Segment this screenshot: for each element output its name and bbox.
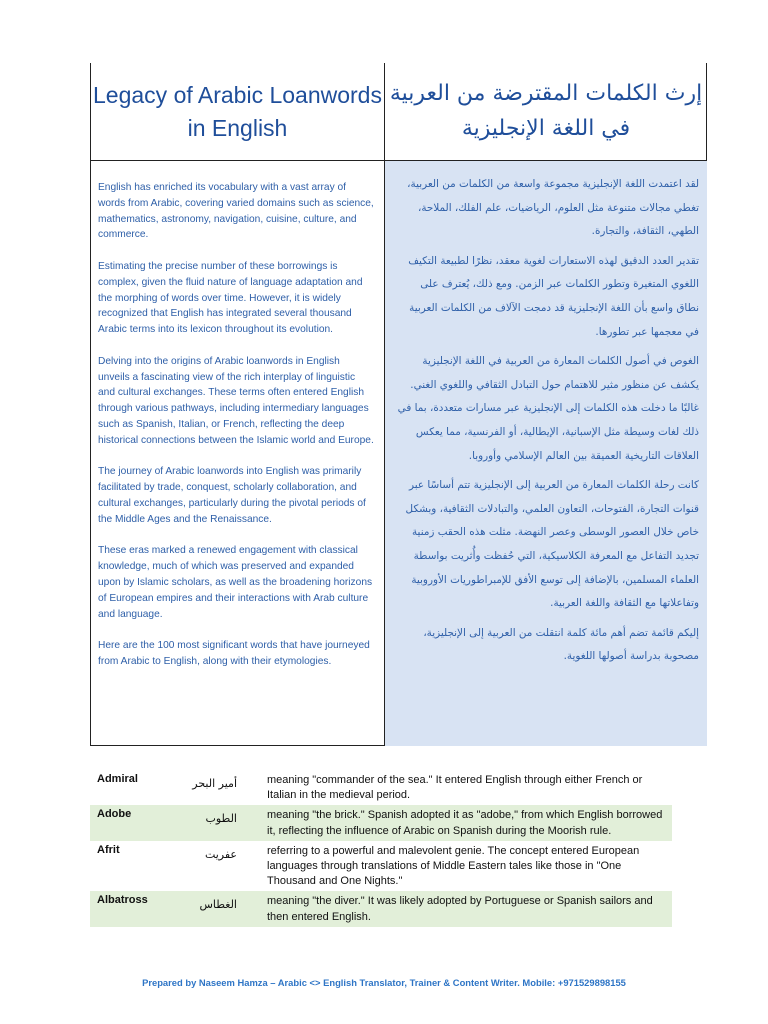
intro-ar-paragraph: الغوص في أصول الكلمات المعارة من العربية في اللغة الإنجليزية يكشف عن منظور مثير للاهتمام حول التبادل الثقافي واللغوي الغني. غالبًا ما دخلت هذه الكلمات إلى الإنجليزية عبر مسارات متعددة، بما في ذلك لغات وسيطة مثل الإسبانية، الإيطالية، أو الفرنسية، مما يعكس العلاقات التاريخية العميقة بين العالم الإسلامي وأوروبا.: [397, 355, 699, 462]
glossary-meaning: meaning "the brick." Spanish adopted it as "adobe," from which English borrowed it, reflecting the influence of Arabic on Spanish during the Moorish rule.: [267, 809, 663, 837]
intro-en-paragraph: The journey of Arabic loanwords into English was primarily facilitated by trade, conquest, scholarly collaboration, and cultural exchanges, particularly during the pivotal periods of the Middle Ages and the Renaissance.: [98, 466, 366, 525]
glossary-word: Albatross: [97, 894, 148, 907]
intro-en-paragraph: English has enriched its vocabulary with a vast array of words from Arabic, covering varied domains such as science, mathematics, astronomy, navigation, cuisine, culture, and commerce.: [98, 182, 374, 241]
intro-en-paragraph: These eras marked a renewed engagement with classical knowledge, much of which was preserved and expanded upon by Islamic scholars, as well as the broadening horizons of European empires and their interactions with Arab culture and language.: [98, 545, 373, 620]
intro-ar-paragraph: كانت رحلة الكلمات المعارة من العربية إلى الإنجليزية تتم أساسًا عبر قنوات التجارة، الفتوحات، التعاون العلمي، والتبادلات الثقافية، وبشكل خاص خلال العصور الوسطى وعصر النهضة. مثلت هذه الحقب زمنية تجديد التفاعل مع المعرفة الكلاسيكية، التي حُفظت وأُثريت بواسطة العلماء المسلمين، بالإضافة إلى توسع الأفق للإمبراطوريات الأوروبية وتفاعلاتها مع الثقافة واللغة العربية.: [405, 479, 699, 610]
intro-ar-paragraph: تقدير العدد الدقيق لهذه الاستعارات لغوية معقد، نظرًا لطبيعة التكيف اللغوي المتغيرة وتطور الكلمات عبر الزمن. ومع ذلك، يُعترف على نطاق واسع بأن اللغة الإنجليزية قد دمجت الآلاف من الكلمات العربية في معجمها عبر تطورها.: [408, 254, 699, 338]
title-arabic: إرث الكلمات المقترضة من العربية في اللغة الإنجليزية: [389, 81, 703, 141]
intro-ar-paragraph: إليكم قائمة تضم أهم مائة كلمة انتقلت من العربية إلى الإنجليزية، مصحوبة بدراسة أصولها اللغوية.: [423, 626, 699, 663]
glossary-arabic: عفريت: [204, 847, 237, 861]
glossary-arabic: الغطاس: [199, 898, 237, 912]
intro-en-paragraph: Here are the 100 most significant words that have journeyed from Arabic to English, along with their etymologies.: [98, 640, 370, 667]
glossary-meaning: referring to a powerful and malevolent genie. The concept entered European languages through translations of Middle Eastern tales like those in "One Thousand and One Nights.": [267, 844, 640, 888]
glossary-row: [90, 805, 672, 840]
intro-arabic: [385, 161, 707, 746]
glossary-arabic: الطوب: [205, 812, 237, 826]
footer-credit: Prepared by Naseem Hamza – Arabic <> English Translator, Trainer & Content Writer. Mobile: +971529898155: [142, 977, 626, 988]
glossary-table: [90, 770, 672, 927]
intro-ar-paragraph: لقد اعتمدت اللغة الإنجليزية مجموعة واسعة من الكلمات من العربية، تغطي مجالات متنوعة مثل العلوم، الرياضيات، علم الفلك، الملاحة، الطهي، الثقافة، والتجارة.: [407, 178, 699, 238]
glossary-word: Admiral: [97, 773, 138, 785]
glossary-row: [90, 841, 672, 892]
glossary-row: [90, 891, 672, 926]
glossary-word: Adobe: [97, 808, 132, 821]
glossary-meaning: meaning "the diver." It was likely adopted by Portuguese or Spanish sailors and then entered English.: [267, 895, 653, 923]
glossary-row: [90, 770, 672, 805]
glossary-word: Afrit: [97, 843, 120, 856]
intro-en-paragraph: Delving into the origins of Arabic loanwords in English unveils a fascinating view of the rich interplay of linguistic and cultural exchanges. These terms often entered English through various pathways, including intermediary languages such as Spanish, Italian, or French, reflecting the deep historical connections between the Islamic world and Europe.: [98, 355, 374, 446]
title-english: Legacy of Arabic Loanwords in English: [93, 82, 382, 141]
intro-english: [91, 161, 384, 746]
intro-en-paragraph: Estimating the precise number of these borrowings is complex, given the fluid nature of language adaptation and the morphing of words over time. However, it is widely recognized that English has integrated several thousand Arabic terms into its lexicon throughout its evolution.: [98, 260, 363, 336]
intro-table: [90, 63, 707, 746]
glossary-meaning: meaning "commander of the sea." It entered English through either French or Italian in the medieval period.: [267, 774, 643, 802]
glossary-arabic: أمير البحر: [192, 777, 237, 790]
